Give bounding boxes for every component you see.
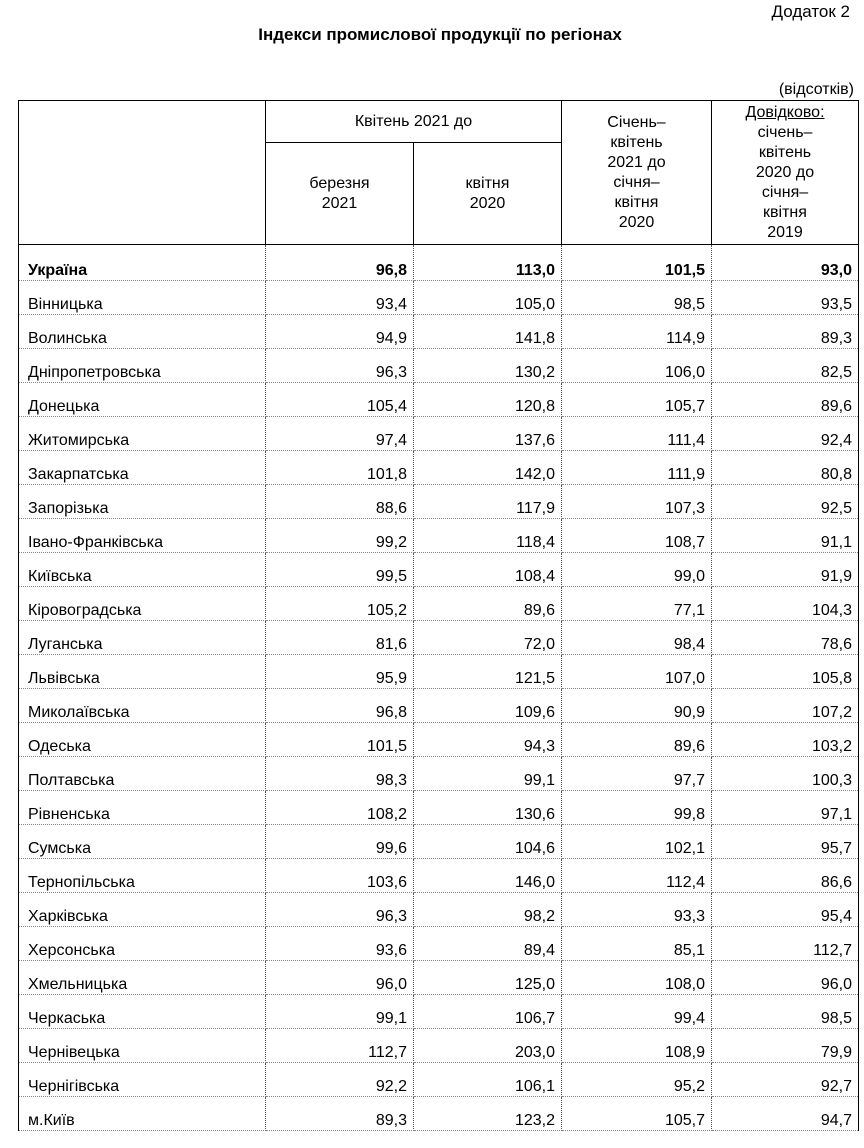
april-group-header: Квітень 2021 до <box>266 101 562 143</box>
march-2021-column-header <box>266 143 414 245</box>
april-2020-header-text: квітня 2020 <box>465 174 510 212</box>
march-2021-cell: 93,4 <box>266 281 414 315</box>
region-column-header <box>19 101 266 245</box>
region-cell: Одеська <box>19 723 266 757</box>
jan-apr-cell: 89,6 <box>562 723 712 757</box>
reference-cell: 95,7 <box>712 825 859 859</box>
march-2021-cell: 88,6 <box>266 485 414 519</box>
region-cell: Чернігівська <box>19 1063 266 1097</box>
april-2020-cell: 106,7 <box>414 995 562 1029</box>
reference-cell: 94,7 <box>712 1097 859 1131</box>
table-row <box>19 519 859 553</box>
march-2021-cell: 96,8 <box>266 245 414 281</box>
jan-apr-cell: 114,9 <box>562 315 712 349</box>
region-cell: Хмельницька <box>19 961 266 995</box>
table-row <box>19 689 859 723</box>
reference-cell: 100,3 <box>712 757 859 791</box>
march-2021-cell: 112,7 <box>266 1029 414 1063</box>
april-2020-cell: 123,2 <box>414 1097 562 1131</box>
march-2021-cell: 95,9 <box>266 655 414 689</box>
march-2021-cell: 99,2 <box>266 519 414 553</box>
reference-cell: 92,7 <box>712 1063 859 1097</box>
reference-header-text: січень– квітень 2020 до січня– квітня 2019 <box>755 123 815 241</box>
region-cell: Івано-Франківська <box>19 519 266 553</box>
table-row <box>19 1029 859 1063</box>
region-cell: Запорізька <box>19 485 266 519</box>
region-cell: Сумська <box>19 825 266 859</box>
jan-apr-cell: 112,4 <box>562 859 712 893</box>
table-row <box>19 893 859 927</box>
jan-apr-cell: 105,7 <box>562 1097 712 1131</box>
april-2020-cell: 109,6 <box>414 689 562 723</box>
april-2020-cell: 117,9 <box>414 485 562 519</box>
region-cell: Рівненська <box>19 791 266 825</box>
jan-apr-cell: 106,0 <box>562 349 712 383</box>
reference-cell: 97,1 <box>712 791 859 825</box>
jan-apr-cell: 108,7 <box>562 519 712 553</box>
table-row <box>19 553 859 587</box>
march-2021-header-text: березня 2021 <box>309 174 370 212</box>
april-2020-cell: 125,0 <box>414 961 562 995</box>
table-row <box>19 1097 859 1131</box>
reference-cell: 89,3 <box>712 315 859 349</box>
jan-apr-cell: 85,1 <box>562 927 712 961</box>
jan-apr-column-header <box>562 101 712 245</box>
jan-apr-cell: 102,1 <box>562 825 712 859</box>
march-2021-cell: 103,6 <box>266 859 414 893</box>
region-cell: Тернопільська <box>19 859 266 893</box>
table-row <box>19 995 859 1029</box>
table-row <box>19 961 859 995</box>
april-2020-cell: 146,0 <box>414 859 562 893</box>
table-row <box>19 791 859 825</box>
april-2020-cell: 72,0 <box>414 621 562 655</box>
reference-cell: 78,6 <box>712 621 859 655</box>
jan-apr-cell: 99,4 <box>562 995 712 1029</box>
march-2021-cell: 99,5 <box>266 553 414 587</box>
march-2021-cell: 96,3 <box>266 349 414 383</box>
reference-cell: 104,3 <box>712 587 859 621</box>
april-2020-cell: 120,8 <box>414 383 562 417</box>
region-cell: Харківська <box>19 893 266 927</box>
unit-label: (відсотків) <box>778 81 854 98</box>
table-row <box>19 927 859 961</box>
jan-apr-cell: 98,5 <box>562 281 712 315</box>
april-2020-cell: 89,4 <box>414 927 562 961</box>
table-row <box>19 621 859 655</box>
march-2021-cell: 98,3 <box>266 757 414 791</box>
march-2021-cell: 89,3 <box>266 1097 414 1131</box>
region-cell: Херсонська <box>19 927 266 961</box>
table-row <box>19 281 859 315</box>
jan-apr-cell: 99,0 <box>562 553 712 587</box>
jan-apr-cell: 111,9 <box>562 451 712 485</box>
reference-cell: 86,6 <box>712 859 859 893</box>
jan-apr-cell: 107,0 <box>562 655 712 689</box>
jan-apr-cell: 97,7 <box>562 757 712 791</box>
reference-cell: 91,1 <box>712 519 859 553</box>
reference-cell: 96,0 <box>712 961 859 995</box>
march-2021-cell: 96,8 <box>266 689 414 723</box>
march-2021-cell: 99,6 <box>266 825 414 859</box>
table-body <box>19 245 859 1131</box>
table-row <box>19 757 859 791</box>
april-2020-cell: 113,0 <box>414 245 562 281</box>
table-row <box>19 349 859 383</box>
reference-cell: 82,5 <box>712 349 859 383</box>
april-2020-cell: 130,6 <box>414 791 562 825</box>
region-cell: Львівська <box>19 655 266 689</box>
reference-cell: 98,5 <box>712 995 859 1029</box>
reference-cell: 92,4 <box>712 417 859 451</box>
march-2021-cell: 94,9 <box>266 315 414 349</box>
april-2020-cell: 106,1 <box>414 1063 562 1097</box>
region-cell: Донецька <box>19 383 266 417</box>
region-cell: Кіровоградська <box>19 587 266 621</box>
jan-apr-cell: 99,8 <box>562 791 712 825</box>
table-row <box>19 587 859 621</box>
april-2020-cell: 108,4 <box>414 553 562 587</box>
march-2021-cell: 101,8 <box>266 451 414 485</box>
jan-apr-cell: 107,3 <box>562 485 712 519</box>
march-2021-cell: 81,6 <box>266 621 414 655</box>
table-row <box>19 825 859 859</box>
region-cell: Луганська <box>19 621 266 655</box>
reference-cell: 107,2 <box>712 689 859 723</box>
region-cell: Миколаївська <box>19 689 266 723</box>
region-cell: Україна <box>19 245 266 281</box>
table-row <box>19 485 859 519</box>
april-2020-cell: 141,8 <box>414 315 562 349</box>
region-cell: Київська <box>19 553 266 587</box>
jan-apr-cell: 108,9 <box>562 1029 712 1063</box>
april-2020-cell: 137,6 <box>414 417 562 451</box>
reference-cell: 80,8 <box>712 451 859 485</box>
april-2020-cell: 121,5 <box>414 655 562 689</box>
march-2021-cell: 105,4 <box>266 383 414 417</box>
reference-cell: 112,7 <box>712 927 859 961</box>
table-row <box>19 723 859 757</box>
reference-cell: 92,5 <box>712 485 859 519</box>
table-row-total <box>19 245 859 281</box>
march-2021-cell: 99,1 <box>266 995 414 1029</box>
reference-cell: 93,5 <box>712 281 859 315</box>
march-2021-cell: 101,5 <box>266 723 414 757</box>
april-2020-cell: 130,2 <box>414 349 562 383</box>
region-cell: Дніпропетровська <box>19 349 266 383</box>
april-2020-column-header <box>414 143 562 245</box>
april-2020-cell: 94,3 <box>414 723 562 757</box>
table-header <box>19 101 859 245</box>
reference-cell: 103,2 <box>712 723 859 757</box>
region-cell: м.Київ <box>19 1097 266 1131</box>
jan-apr-cell: 93,3 <box>562 893 712 927</box>
table-row <box>19 655 859 689</box>
april-2020-cell: 98,2 <box>414 893 562 927</box>
march-2021-cell: 96,3 <box>266 893 414 927</box>
reference-label: Довідково: <box>745 103 825 121</box>
jan-apr-cell: 108,0 <box>562 961 712 995</box>
page-title: Індекси промислової продукції по регіонах <box>258 25 622 44</box>
region-cell: Волинська <box>19 315 266 349</box>
reference-column-header <box>712 101 859 245</box>
march-2021-cell: 96,0 <box>266 961 414 995</box>
appendix-label: Додаток 2 <box>771 2 850 21</box>
march-2021-cell: 93,6 <box>266 927 414 961</box>
reference-cell: 89,6 <box>712 383 859 417</box>
march-2021-cell: 97,4 <box>266 417 414 451</box>
april-2020-cell: 99,1 <box>414 757 562 791</box>
reference-cell: 105,8 <box>712 655 859 689</box>
april-2020-cell: 118,4 <box>414 519 562 553</box>
table-row <box>19 1063 859 1097</box>
jan-apr-cell: 101,5 <box>562 245 712 281</box>
jan-apr-cell: 105,7 <box>562 383 712 417</box>
table-row <box>19 859 859 893</box>
region-cell: Полтавська <box>19 757 266 791</box>
region-cell: Вінницька <box>19 281 266 315</box>
industrial-index-table <box>18 100 859 1131</box>
march-2021-cell: 105,2 <box>266 587 414 621</box>
march-2021-cell: 108,2 <box>266 791 414 825</box>
jan-apr-cell: 77,1 <box>562 587 712 621</box>
table-row <box>19 315 859 349</box>
jan-apr-cell: 111,4 <box>562 417 712 451</box>
march-2021-cell: 92,2 <box>266 1063 414 1097</box>
reference-cell: 95,4 <box>712 893 859 927</box>
table-row <box>19 417 859 451</box>
jan-apr-cell: 90,9 <box>562 689 712 723</box>
jan-apr-cell: 95,2 <box>562 1063 712 1097</box>
table-row <box>19 451 859 485</box>
april-2020-cell: 142,0 <box>414 451 562 485</box>
april-2020-cell: 203,0 <box>414 1029 562 1063</box>
april-2020-cell: 105,0 <box>414 281 562 315</box>
jan-apr-cell: 98,4 <box>562 621 712 655</box>
reference-cell: 93,0 <box>712 245 859 281</box>
reference-cell: 91,9 <box>712 553 859 587</box>
jan-apr-header-text: Січень– квітень 2021 до січня– квітня 2020 <box>607 113 666 231</box>
region-cell: Черкаська <box>19 995 266 1029</box>
april-2020-cell: 89,6 <box>414 587 562 621</box>
region-cell: Житомирська <box>19 417 266 451</box>
region-cell: Закарпатська <box>19 451 266 485</box>
table-row <box>19 383 859 417</box>
region-cell: Чернівецька <box>19 1029 266 1063</box>
april-2020-cell: 104,6 <box>414 825 562 859</box>
reference-cell: 79,9 <box>712 1029 859 1063</box>
